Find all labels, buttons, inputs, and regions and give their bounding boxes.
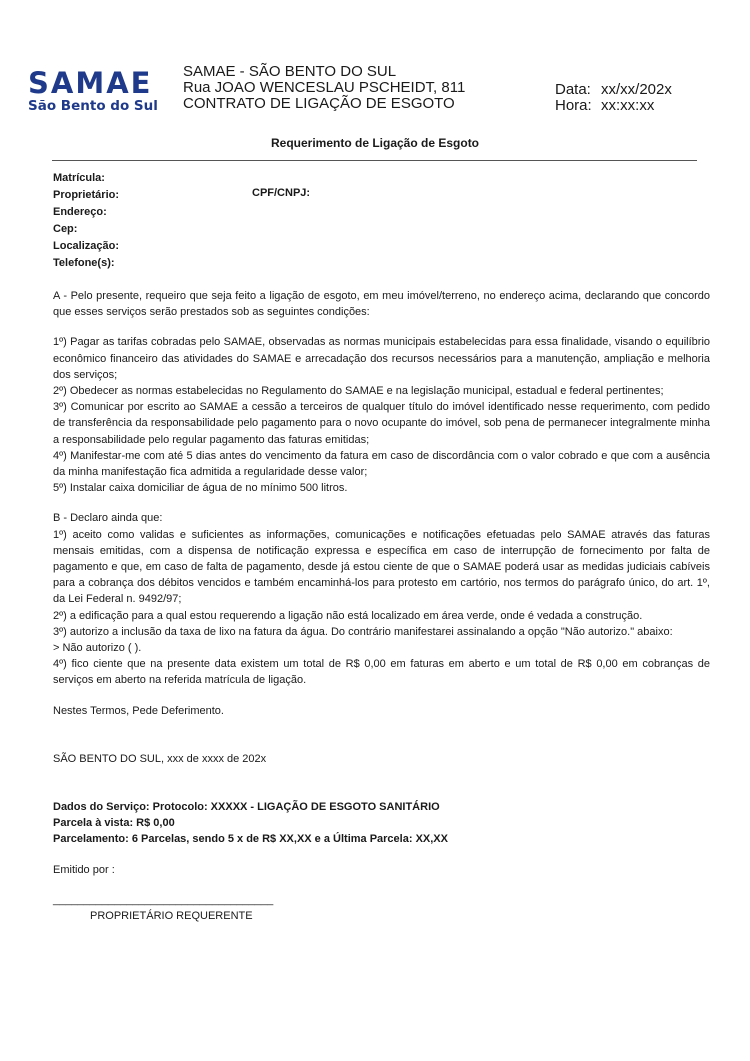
field-matricula: Matrícula: — [53, 172, 105, 184]
service-cash-payment: Parcela à vista: R$ 0,00 — [53, 817, 175, 830]
section-b-item: 4º) fico ciente que na presente data existem um total de R$ 0,00 em faturas em aberto e um total de R$ 0,00 em cobranças de serviços em aberto na referida matrícula de ligação. — [53, 658, 710, 687]
header-contract: CONTRATO DE LIGAÇÃO DE ESGOTO — [183, 95, 455, 112]
signature-name: PROPRIETÁRIO REQUERENTE — [90, 910, 253, 923]
closing-text: Nestes Termos, Pede Deferimento. — [53, 704, 224, 717]
service-installments: Parcelamento: 6 Parcelas, sendo 5 x de R$ XX,XX e a Última Parcela: XX,XX — [53, 833, 448, 846]
logo-subtitle: São Bento do Sul — [28, 98, 158, 114]
title-divider — [52, 160, 697, 161]
document-body — [53, 288, 710, 924]
section-b-item: > Não autorizo ( ). — [53, 642, 142, 655]
logo-wordmark: SAMAE — [28, 66, 153, 100]
header-address: Rua JOAO WENCESLAU PSCHEIDT, 811 — [183, 79, 466, 96]
section-a-item: 1º) Pagar as tarifas cobradas pelo SAMAE, observadas as normas municipais estabelecidas para essa finalidade, visando o equilíbrio econômico financeiro das atividades do SAMAE e arrecadação dos recursos necessários para a manutenção, ampliação e melhoria dos serviços; — [53, 336, 710, 381]
date-label: Data: — [555, 81, 591, 98]
date-time-block — [555, 82, 672, 114]
field-localizacao: Localização: — [53, 240, 120, 252]
section-a-item: 3º) Comunicar por escrito ao SAMAE a cessão a terceiros de qualquer título do imóvel identificado nesse requerimento, com pedido de transferência da responsabilidade pelo pagamento para o novo ocupante do imóvel, sob pena de permanecer integralmente minha a responsabilidade pelo regular pagamento das faturas emitidas; — [53, 401, 710, 446]
header-org: SAMAE - SÃO BENTO DO SUL — [183, 63, 397, 80]
document-header — [183, 64, 465, 112]
time-label: Hora: — [555, 97, 592, 114]
customer-fields — [53, 170, 119, 272]
place-date: SÃO BENTO DO SUL, xxx de xxxx de 202x — [53, 752, 267, 765]
signature-line: ____________________________________ — [53, 893, 274, 906]
section-a-intro: A - Pelo presente, requeiro que seja feito a ligação de esgoto, em meu imóvel/terreno, no endereço acima, declarando que concordo que esses serviços serão prestados sob as seguintes condições: — [53, 290, 710, 319]
section-b-item: 1º) aceito como validas e suficientes as informações, comunicações e notificações efetuadas pelo SAMAE através das faturas mensais emitidas, com a dispensa de notificação expressa e específica em caso de interrupção de fornecimento por falta de pagamento e que, em caso de falta de pagamento, desde já estou ciente de que o SAMAE poderá usar as medidas judiciais cabíveis para a cobrança dos débitos vencidos e também encaminhá-los para protesto em cartório, nos termos do parágrafo único, do art. 1º, da Lei Federal n. 9492/97; — [53, 528, 710, 606]
field-endereco: Endereço: — [53, 206, 107, 218]
section-b-item: 2º) a edificação para a qual estou requerendo a ligação não está localizado em área verde, onde é vedada a construção. — [53, 609, 643, 622]
section-a-item: 5º) Instalar caixa domiciliar de água de no mínimo 500 litros. — [53, 482, 348, 495]
issued-by: Emitido por : — [53, 863, 115, 876]
field-telefone: Telefone(s): — [53, 257, 115, 269]
section-b-intro: B - Declaro ainda que: — [53, 512, 163, 525]
section-a-item: 2º) Obedecer as normas estabelecidas no Regulamento do SAMAE e na legislação municipal, estadual e federal pertinentes; — [53, 385, 664, 398]
samae-logo — [28, 66, 163, 114]
section-b-item: 3º) autorizo a inclusão da taxa de lixo na fatura da água. Do contrário manifestarei assinalando a opção "Não autorizo." abaixo: — [53, 625, 673, 638]
time-value: xx:xx:xx — [601, 97, 655, 114]
document-title: Requerimento de Ligação de Esgoto — [270, 136, 480, 150]
section-a-item: 4º) Manifestar-me com até 5 dias antes do vencimento da fatura em caso de discordância com o valor cobrado e que com a ausência da minha manifestação fica admitida a regularidade desse valor; — [53, 449, 710, 479]
field-proprietario: Proprietário: — [53, 189, 120, 201]
field-cpf: CPF/CNPJ: — [252, 187, 311, 199]
field-cep: Cep: — [53, 223, 78, 235]
service-protocol: Dados do Serviço: Protocolo: XXXXX - LIGAÇÃO DE ESGOTO SANITÁRIO — [53, 801, 440, 814]
date-value: xx/xx/202x — [601, 81, 672, 98]
